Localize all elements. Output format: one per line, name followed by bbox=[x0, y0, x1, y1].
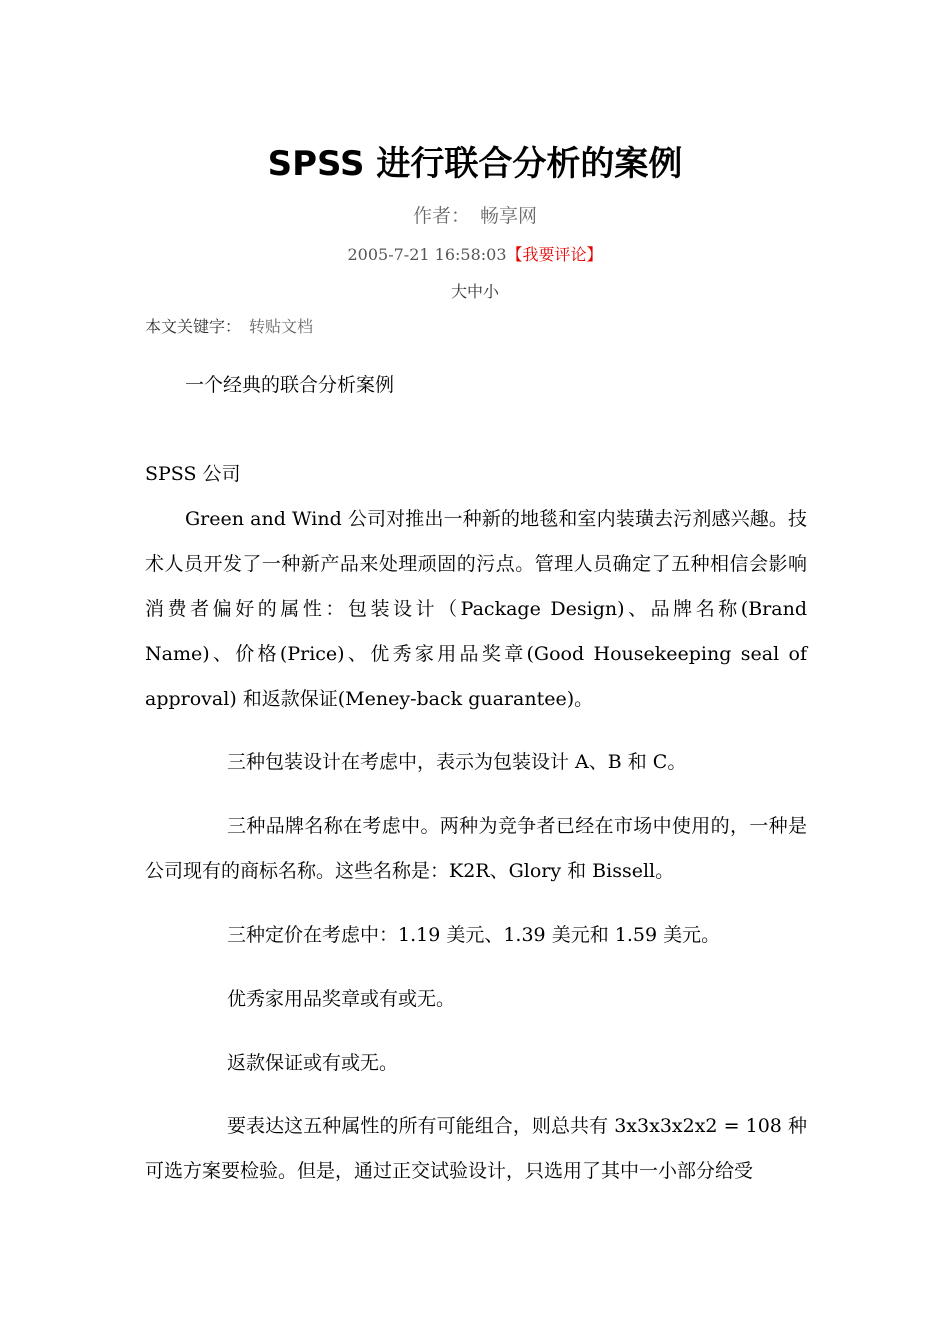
comment-link[interactable]: 【我要评论】 bbox=[506, 245, 603, 264]
font-size-large[interactable]: 大 bbox=[450, 282, 467, 301]
keywords-line bbox=[145, 315, 313, 339]
author-label: 作者： bbox=[412, 205, 470, 227]
company-line: SPSS 公司 bbox=[145, 463, 241, 485]
font-size-small[interactable]: 小 bbox=[483, 282, 500, 301]
date-line bbox=[0, 243, 950, 267]
list-item: 返款保证或有或无。 bbox=[227, 1052, 399, 1074]
list-item: 优秀家用品奖章或有或无。 bbox=[227, 988, 456, 1010]
author-name: 畅享网 bbox=[480, 205, 538, 227]
author-line bbox=[0, 202, 950, 230]
keywords-label: 本文关键字： bbox=[145, 317, 242, 336]
body-paragraph: Green and Wind 公司对推出一种新的地毯和室内装璜去污剂感兴趣。技术人员开发了一种新产品来处理顽固的污点。管理人员确定了五种相信会影响消费者偏好的属性：包装设计（Package Design)、品牌名称(Brand Name)、价格(Price)、优秀家用品奖章(Good Housekeeping seal of approval) 和返款保证(Meney-back guarantee)。 bbox=[145, 508, 807, 710]
keyword-link[interactable]: 转贴文档 bbox=[249, 317, 314, 336]
list-item: 三种品牌名称在考虑中。两种为竞争者已经在市场中使用的，一种是公司现有的商标名称。这些名称是：K2R、Glory 和 Bissell。 bbox=[145, 815, 807, 882]
font-size-switcher bbox=[0, 280, 950, 304]
list-item: 三种包装设计在考虑中，表示为包装设计 A、B 和 C。 bbox=[227, 751, 687, 773]
list-item: 三种定价在考虑中：1.19 美元、1.39 美元和 1.59 美元。 bbox=[227, 924, 721, 946]
list-item: 要表达这五种属性的所有可能组合，则总共有 3x3x3x2x2 = 108 种可选方案要检验。但是，通过正交试验设计，只选用了其中一小部分给受 bbox=[145, 1115, 807, 1182]
font-size-medium[interactable]: 中 bbox=[466, 282, 483, 301]
intro-paragraph: 一个经典的联合分析案例 bbox=[185, 374, 395, 396]
publish-date: 2005-7-21 16:58:03 bbox=[347, 245, 507, 264]
article-title: SPSS 进行联合分析的案例 bbox=[267, 144, 683, 184]
